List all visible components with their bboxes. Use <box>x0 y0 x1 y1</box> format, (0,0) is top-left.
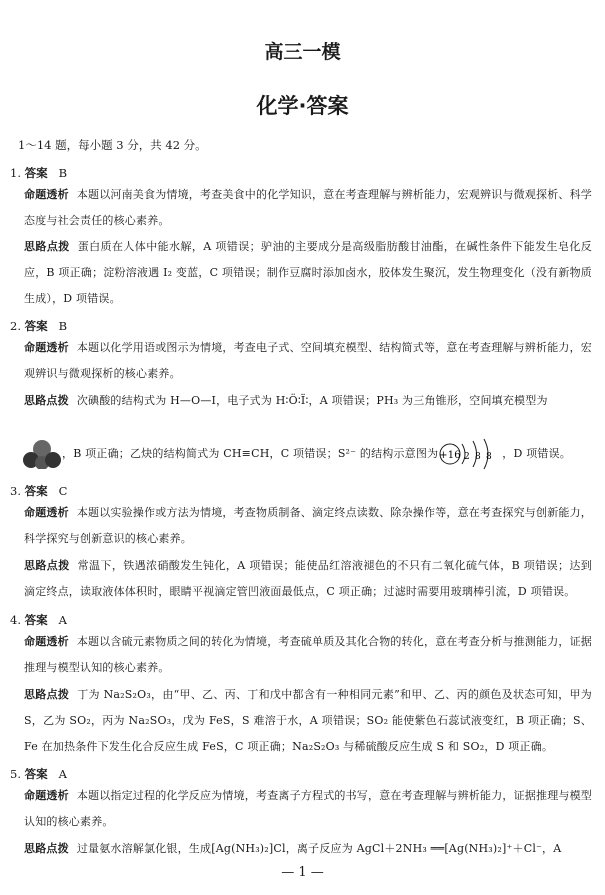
answer-label: 答案 <box>24 484 48 498</box>
question-5-analysis: 命题透析 本题以指定过程的化学反应为情境，考查离子方程式的书写，意在考查理解与辨析能力，证据推理与模型认知的核心素养。 <box>24 789 593 828</box>
question-3-header: 3. 答案 C <box>10 484 68 498</box>
question-4-analysis: 命题透析 本题以含硫元素物质之间的转化为情境，考查硫单质及其化合物的转化，意在考查分析与推测能力，证据推理与模型认知的核心素养。 <box>24 635 593 674</box>
answer-label: 答案 <box>24 767 48 781</box>
question-1-header: 1. 答案 B <box>10 166 68 180</box>
answer-value: C <box>58 484 68 498</box>
question-2-thinking: 思路点拨 次碘酸的结构式为 H—O—I，电子式为 H∶Ö∶Ï∶，A 项错误；PH₃ 为三角锥形，空间填充模型为 <box>24 394 548 407</box>
question-4-header: 4. 答案 A <box>10 613 67 627</box>
question-3-thinking: 思路点拨 常温下，铁遇浓硝酸发生钝化，A 项错误；能使品红溶液褪色的不只有二氧化硫气体，B 项错误；达到滴定终点，读取液体体积时，眼睛平视滴定管凹液面最低点，C 项正确；过滤时需要用玻璃棒引流，D 项错误。 <box>24 559 592 598</box>
question-2-thinking-cont: ，B 项正确；乙炔的结构简式为 CH≡CH，C 项错误；S²⁻ 的结构示意图为 +16 2 8 8 ，D 项错误。 <box>22 437 590 471</box>
page-subtitle: 化学·答案 <box>256 94 349 118</box>
answer-value: B <box>58 319 68 333</box>
answer-value: A <box>58 613 67 627</box>
answer-label: 答案 <box>24 613 48 627</box>
page-title: 高三一模 <box>264 41 341 63</box>
answer-value: B <box>58 166 68 180</box>
shell-1-electrons: 2 <box>464 452 471 462</box>
question-5-thinking: 思路点拨 过量氨水溶解氯化银，生成[Ag(NH₃)₂]Cl，离子反应为 AgCl＋2NH₃ ══[Ag(NH₃)₂]⁺＋Cl⁻，A <box>24 842 562 855</box>
question-4-thinking: 思路点拨 丁为 Na₂S₂O₃，由“甲、乙、丙、丁和戊中都含有一种相同元素”和甲、乙、丙的颜色及状态可知，甲为 S，乙为 SO₂，丙为 Na₂SO₃，戊为 FeS，S 难溶于水，A 项错误；SO₂ 能使紫色石蕊试液变红，B 项正确；S、Fe 在加热条件下发生化合反应生成 FeS，C 项正确；Na₂S₂O₃ 与稀硫酸反应生成 S 和 SO₂，D 项正确。 <box>24 688 592 753</box>
answer-label: 答案 <box>24 319 48 333</box>
question-3-analysis: 命题透析 本题以实验操作或方法为情境，考查物质制备、滴定终点读数、除杂操作等，意在考查探究与创新能力，科学探究与创新意识的核心素养。 <box>24 506 593 545</box>
nucleus-charge: +16 <box>439 450 462 461</box>
intro-line: 1～14 题，每小题 3 分，共 42 分。 <box>18 138 207 152</box>
answer-label: 答案 <box>24 166 48 180</box>
question-5-header: 5. 答案 A <box>10 767 67 781</box>
shell-3-electrons: 8 <box>486 452 493 462</box>
ph3-space-filling-model <box>22 439 62 469</box>
question-1-thinking: 思路点拨 蛋白质在人体中能水解，A 项错误；驴油的主要成分是高级脂肪酸甘油酯，在碱性条件下能发生皂化反应，B 项正确；淀粉溶液遇 I₂ 变蓝，C 项错误；制作豆腐时添加卤水，胶体发生聚沉，发生物理变化（没有新物质生成），D 项错误。 <box>24 240 592 305</box>
shell-2-electrons: 8 <box>475 452 482 462</box>
question-2-analysis: 命题透析 本题以化学用语或图示为情境，考查电子式、空间填充模型、结构简式等，意在考查理解与辨析能力，宏观辨识与微观探析的核心素养。 <box>24 341 593 380</box>
sulfide-ion-structure-diagram <box>438 437 502 471</box>
page-number: — 1 — <box>281 865 324 880</box>
question-2-header: 2. 答案 B <box>10 319 68 333</box>
answer-value: A <box>58 767 67 781</box>
question-1-analysis: 命题透析 本题以河南美食为情境，考查美食中的化学知识，意在考查理解与辨析能力，宏观辨识与微观探析、科学态度与社会责任的核心素养。 <box>24 188 593 227</box>
